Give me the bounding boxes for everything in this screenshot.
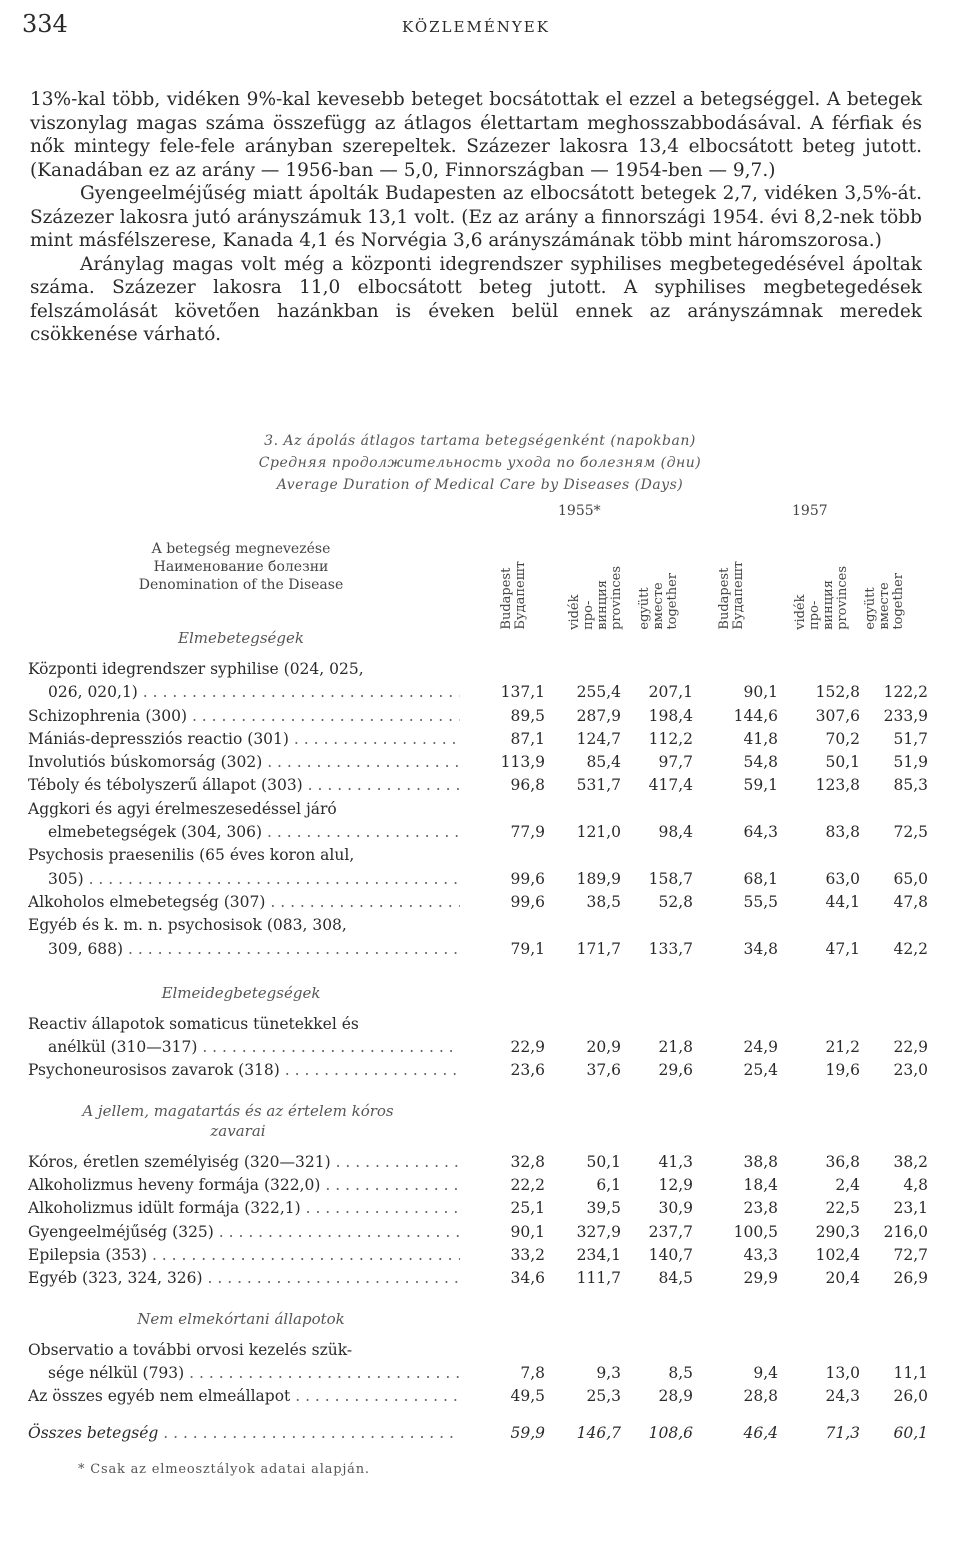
table-cell: 59,1 — [743, 776, 778, 795]
table-cell: 54,8 — [743, 753, 778, 772]
row-label: Az összes egyéb nem elmeállapot . . . — [28, 1385, 460, 1408]
table-cell: 85,3 — [893, 776, 928, 795]
column-header: együtt вместе together — [637, 573, 680, 630]
stub-header-en: Denomination of the Disease — [138, 577, 344, 593]
table-cell: 9,3 — [596, 1363, 621, 1382]
column-header: Budapest Будапешт — [499, 561, 528, 630]
column-header: együtt вместе together — [863, 573, 906, 630]
table-cell: 19,6 — [825, 1061, 860, 1080]
table-cell: 20,9 — [586, 1038, 621, 1057]
section-title: Nem elmekórtani állapotok — [137, 1309, 345, 1328]
table-cell: 12,9 — [658, 1176, 693, 1195]
row-label: Schizophrenia (300) . . . — [28, 705, 460, 728]
table-cell: 7,8 — [520, 1363, 545, 1382]
row-label: sége nélkül (793) . . . — [28, 1362, 460, 1385]
table-cell: 4,8 — [903, 1176, 928, 1195]
table-cell: 70,2 — [825, 729, 860, 748]
paragraph: Aránylag magas volt még a központi idegrendszer syphilises megbetegedésével ápoltak száma. Százezer lakosra 11,0 elbocsátott beteg jutott. A syphilises megbetegedések felszámolását követően hazánkban is éveken belül ennek az arányszámnak meredek csökkenése várható. — [30, 253, 922, 345]
table-cell: 50,1 — [825, 753, 860, 772]
table-cell: 52,8 — [658, 892, 693, 911]
table-cell: 89,5 — [510, 706, 545, 725]
table-cell: 111,7 — [576, 1269, 621, 1288]
table-cell: 327,9 — [576, 1222, 621, 1241]
table-row — [28, 1385, 928, 1408]
table-cell: 50,1 — [586, 1152, 621, 1171]
table-cell: 90,1 — [510, 1222, 545, 1241]
table-cell: 71,3 — [825, 1424, 860, 1443]
row-label: Alkoholizmus idült formája (322,1) . . . — [28, 1197, 460, 1220]
table-cell: 99,6 — [510, 892, 545, 911]
table-row — [28, 891, 928, 914]
table-cell: 46,4 — [743, 1424, 778, 1443]
table-cell: 20,4 — [825, 1269, 860, 1288]
table-cell: 24,3 — [825, 1387, 860, 1406]
table-cell: 98,4 — [658, 823, 693, 842]
table-cell: 24,9 — [743, 1038, 778, 1057]
stub-header — [28, 540, 454, 594]
row-label: Egyéb és k. m. n. psychosisok (083, 308, — [28, 916, 347, 935]
table-cell: 59,9 — [510, 1424, 545, 1443]
section-title: A jellem, magatartás és az értelem kóros zavarai — [82, 1101, 394, 1140]
table-cell: 22,5 — [825, 1199, 860, 1218]
table-cell: 216,0 — [883, 1222, 928, 1241]
table-cell: 47,8 — [893, 892, 928, 911]
table-cell: 8,5 — [668, 1363, 693, 1382]
table-cell: 25,1 — [510, 1199, 545, 1218]
table-cell: 41,3 — [658, 1152, 693, 1171]
table-cell: 79,1 — [510, 939, 545, 958]
table-cell: 112,2 — [648, 729, 693, 748]
table-cell: 22,9 — [510, 1038, 545, 1057]
year-1955: 1955* — [558, 503, 601, 519]
row-label: Observatio a további orvosi kezelés szük- — [28, 1340, 353, 1359]
table-cell: 234,1 — [576, 1245, 621, 1264]
table-cell: 255,4 — [576, 683, 621, 702]
table-cell: 34,8 — [743, 939, 778, 958]
table-cell: 60,1 — [893, 1424, 928, 1443]
table-cell: 22,9 — [893, 1038, 928, 1057]
table-cell: 68,1 — [743, 869, 778, 888]
table-cell: 51,7 — [893, 729, 928, 748]
table-row — [28, 1221, 928, 1244]
row-label: Egyéb (323, 324, 326) . . . — [28, 1267, 460, 1290]
row-label: anélkül (310—317) . . . — [28, 1036, 460, 1059]
table-cell: 23,8 — [743, 1199, 778, 1218]
column-header: vidék про- винция provinces — [567, 566, 624, 630]
table-cell: 33,2 — [510, 1245, 545, 1264]
table-cell: 417,4 — [648, 776, 693, 795]
table-caption — [100, 430, 860, 496]
table-row — [28, 774, 928, 797]
table-cell: 9,4 — [753, 1363, 778, 1382]
table-cell: 34,6 — [510, 1269, 545, 1288]
table-cell: 171,7 — [576, 939, 621, 958]
row-label: Összes betegség . . . — [28, 1422, 460, 1445]
table-row — [28, 1244, 928, 1267]
table-cell: 137,1 — [500, 683, 545, 702]
table-cell: 85,4 — [586, 753, 621, 772]
table-cell: 42,2 — [893, 939, 928, 958]
paragraph: 13%-kal több, vidéken 9%-kal kevesebb beteget bocsátottak el ezzel a betegséggel. A betegek viszonylag magas száma összefügg az átlagos élettartam meghosszabbodásával. A férfiak és nők mintegy fele-fele arányban szerepeltek. Százezer lakosra 13,4 elbocsátott beteg jutott. (Kanadában ez az arány — 1956-ban — 5,0, Finnországban — 1954-ben — 9,7.) — [30, 89, 922, 181]
table-cell: 22,2 — [510, 1176, 545, 1195]
table-cell: 38,8 — [743, 1152, 778, 1171]
table-cell: 49,5 — [510, 1387, 545, 1406]
table-row — [28, 844, 928, 891]
row-label: Involutiós búskomorság (302) . . . — [28, 751, 460, 774]
row-label: 309, 688) . . . — [28, 938, 460, 961]
table-cell: 26,0 — [893, 1387, 928, 1406]
table-cell: 189,9 — [576, 869, 621, 888]
table-cell: 77,9 — [510, 823, 545, 842]
table-cell: 233,9 — [883, 706, 928, 725]
table-cell: 47,1 — [825, 939, 860, 958]
page-number: 334 — [22, 10, 68, 38]
row-label: 026, 020,1) . . . — [28, 681, 460, 704]
table-cell: 290,3 — [815, 1222, 860, 1241]
table-cell: 21,8 — [658, 1038, 693, 1057]
table-row — [28, 1151, 928, 1174]
row-label: Alkoholizmus heveny formája (322,0) . . . — [28, 1174, 460, 1197]
table-cell: 29,9 — [743, 1269, 778, 1288]
table-cell: 207,1 — [648, 683, 693, 702]
table-cell: 55,5 — [743, 892, 778, 911]
page-header — [22, 10, 930, 46]
body-text — [30, 88, 922, 347]
table-cell: 28,9 — [658, 1387, 693, 1406]
table-cell: 158,7 — [648, 869, 693, 888]
table-row — [28, 1267, 928, 1290]
table-cell: 83,8 — [825, 823, 860, 842]
table-cell: 11,1 — [893, 1363, 928, 1382]
column-header: vidék про- винция provinces — [793, 566, 850, 630]
table-cell: 144,6 — [733, 706, 778, 725]
table-cell: 99,6 — [510, 869, 545, 888]
table-cell: 146,7 — [576, 1424, 621, 1443]
table-cell: 23,0 — [893, 1061, 928, 1080]
table-cell: 13,0 — [825, 1363, 860, 1382]
table-row — [28, 1197, 928, 1220]
row-label: Reactiv állapotok somaticus tünetekkel és — [28, 1014, 359, 1033]
column-header: Budapest Будапешт — [717, 561, 746, 630]
table-cell: 38,2 — [893, 1152, 928, 1171]
caption-hungarian: 3. Az ápolás átlagos tartama betegségenként (napokban) — [264, 433, 696, 449]
table-cell: 97,7 — [658, 753, 693, 772]
table-cell: 23,1 — [893, 1199, 928, 1218]
table-cell: 37,6 — [586, 1061, 621, 1080]
table-cell: 23,6 — [510, 1061, 545, 1080]
table-row — [28, 798, 928, 845]
row-label: Epilepsia (353) . . . — [28, 1244, 460, 1267]
stub-header-ru: Наименование болезни — [153, 559, 329, 575]
row-label: elmebetegségek (304, 306) . . . — [28, 821, 460, 844]
table-cell: 108,6 — [648, 1424, 693, 1443]
table-cell: 63,0 — [825, 869, 860, 888]
table-cell: 28,8 — [743, 1387, 778, 1406]
footnote: * Csak az elmeosztályok adatai alapján. — [78, 1462, 370, 1477]
paragraph: Gyengeelméjűség miatt ápolták Budapesten az elbocsátott betegek 2,7, vidéken 3,5%-át. Százezer lakosra jutó arányszámuk 13,1 volt. (Ez az arány a finnországi 1954. évi 8,2-nek több mint másfélszerese, Kanada 4,1 és Norvégia 3,6 arányszámának több mint háromszorosa.) — [30, 183, 922, 251]
table-cell: 30,9 — [658, 1199, 693, 1218]
table-row — [28, 1174, 928, 1197]
table-cell: 152,8 — [815, 683, 860, 702]
table-row — [28, 728, 928, 751]
table-cell: 123,8 — [815, 776, 860, 795]
table-cell: 21,2 — [825, 1038, 860, 1057]
row-label: Psychoneurosisos zavarok (318) . . . — [28, 1059, 460, 1082]
table-cell: 287,9 — [576, 706, 621, 725]
table-cell: 38,5 — [586, 892, 621, 911]
row-label: 305) . . . — [28, 868, 460, 891]
row-label: Téboly és tébolyszerű állapot (303) . . . — [28, 774, 460, 797]
table-cell: 124,7 — [576, 729, 621, 748]
table-cell: 113,9 — [500, 753, 545, 772]
row-label: Psychosis praesenilis (65 éves koron alul, — [28, 846, 355, 865]
table-cell: 39,5 — [586, 1199, 621, 1218]
table-cell: 87,1 — [510, 729, 545, 748]
table-cell: 2,4 — [835, 1176, 860, 1195]
running-title: KÖZLEMÉNYEK — [402, 18, 550, 36]
table-row — [28, 1059, 928, 1082]
table-cell: 6,1 — [596, 1176, 621, 1195]
row-label: Aggkori és agyi érelmeszesedéssel járó — [28, 799, 337, 818]
table-cell: 100,5 — [733, 1222, 778, 1241]
table-cell: 64,3 — [743, 823, 778, 842]
row-label: Mániás-depressziós reactio (301) . . . — [28, 728, 460, 751]
table-cell: 25,4 — [743, 1061, 778, 1080]
table-cell: 32,8 — [510, 1152, 545, 1171]
table-cell: 531,7 — [576, 776, 621, 795]
table-row — [28, 1013, 928, 1060]
table-cell: 96,8 — [510, 776, 545, 795]
table-cell: 36,8 — [825, 1152, 860, 1171]
row-label: Központi idegrendszer syphilise (024, 025, — [28, 660, 364, 678]
spacer — [28, 1408, 928, 1422]
table-cell: 65,0 — [893, 869, 928, 888]
stub-header-hu: A betegség megnevezése — [151, 541, 331, 557]
table-cell: 25,3 — [586, 1387, 621, 1406]
row-label: Gyengeelméjűség (325) . . . — [28, 1221, 460, 1244]
table-cell: 133,7 — [648, 939, 693, 958]
table-cell: 198,4 — [648, 706, 693, 725]
table-row — [28, 705, 928, 728]
caption-english: Average Duration of Medical Care by Diseases (Days) — [276, 477, 684, 493]
table-cell: 41,8 — [743, 729, 778, 748]
year-1957: 1957 — [792, 503, 828, 519]
table-cell: 51,9 — [893, 753, 928, 772]
row-label: Kóros, éretlen személyiség (320—321) . . . — [28, 1151, 460, 1174]
table-cell: 237,7 — [648, 1222, 693, 1241]
table-cell: 84,5 — [658, 1269, 693, 1288]
table-row — [28, 914, 928, 961]
table-cell: 121,0 — [576, 823, 621, 842]
data-table — [28, 628, 928, 1446]
table-cell: 307,6 — [815, 706, 860, 725]
table-cell: 140,7 — [648, 1245, 693, 1264]
row-label: Alkoholos elmebetegség (307) . . . — [28, 891, 460, 914]
table-cell: 29,6 — [658, 1061, 693, 1080]
section-title: Elmebetegségek — [178, 629, 304, 647]
table-cell: 72,5 — [893, 823, 928, 842]
table-cell: 43,3 — [743, 1245, 778, 1264]
table-cell: 72,7 — [893, 1245, 928, 1264]
table-row — [28, 751, 928, 774]
table-cell: 18,4 — [743, 1176, 778, 1195]
table-row — [28, 1339, 928, 1386]
table-cell: 90,1 — [743, 683, 778, 702]
total-row — [28, 1422, 928, 1445]
table-cell: 102,4 — [815, 1245, 860, 1264]
table-cell: 122,2 — [883, 683, 928, 702]
section-title: Elmeidegbetegségek — [161, 983, 321, 1002]
caption-russian: Средняя продолжительность ухода по болезням (дни) — [258, 455, 702, 471]
table-cell: 44,1 — [825, 892, 860, 911]
table-cell: 26,9 — [893, 1269, 928, 1288]
table-row — [28, 658, 928, 705]
